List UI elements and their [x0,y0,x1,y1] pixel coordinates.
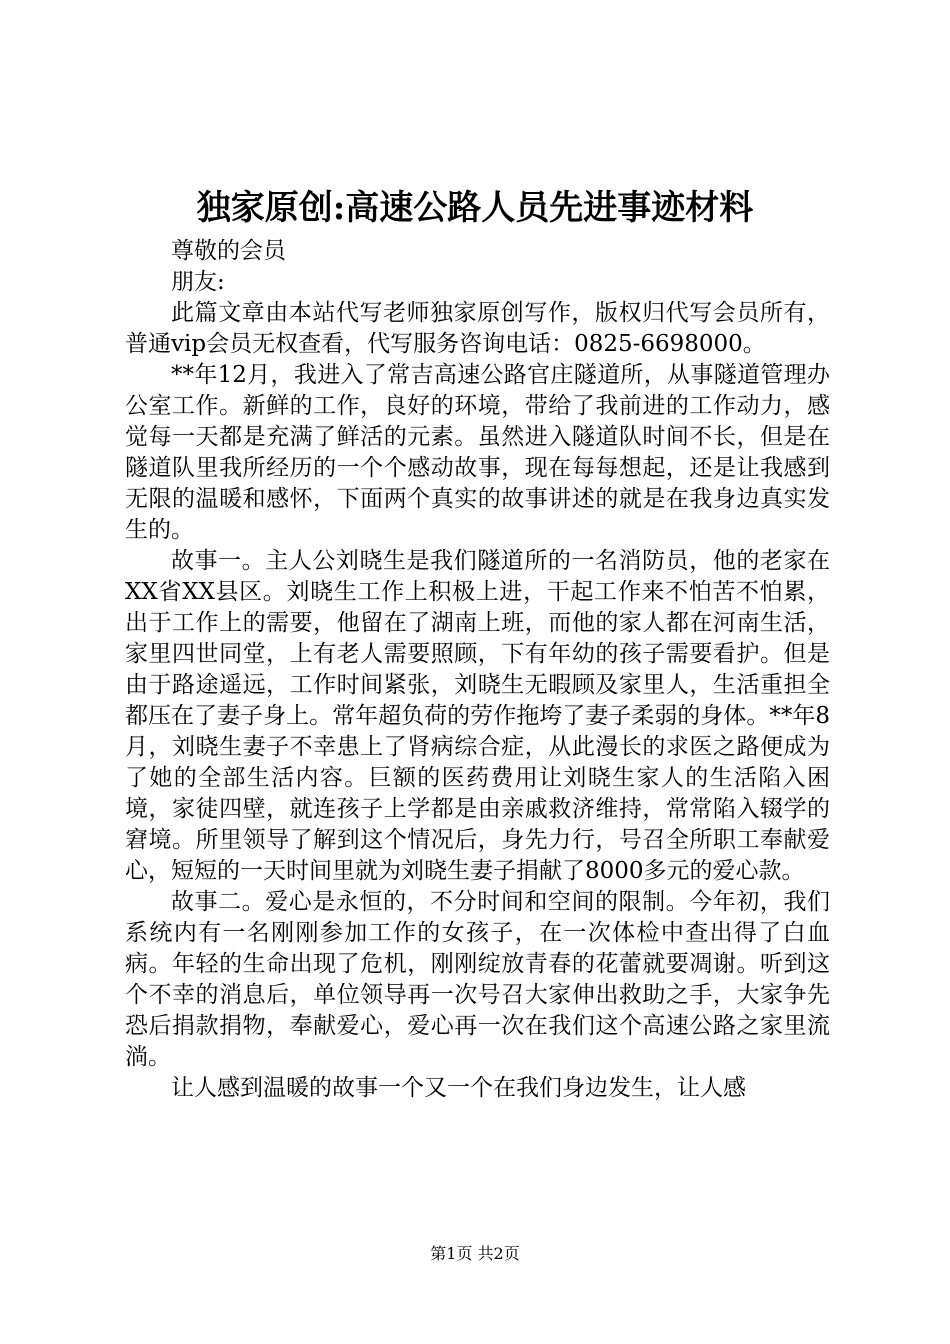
document-body [125,236,830,1104]
greeting-line: 尊敬的会员 [171,238,286,264]
greeting-line: 朋友: [171,269,225,295]
page-number: 第1页 共2页 [430,1244,520,1263]
paragraph: 此篇文章由本站代写老师独家原创写作，版权归代写会员所有，普通vip会员无权查看，代写服务咨询电话：0825-6698000。 [125,300,830,357]
paragraph: 故事一。主人公刘晓生是我们隧道所的一名消防员，他的老家在XX省XX县区。刘晓生工作上积极上进，干起工作来不怕苦不怕累，出于工作上的需要，他留在了湖南上班，而他的家人都在河南生活，家里四世同堂，上有老人需要照顾，下有年幼的孩子需要看护。但是由于路途遥远，工作时间紧张，刘晓生无暇顾及家里人，生活重担全都压在了妻子身上。常年超负荷的劳作拖垮了妻子柔弱的身体。**年8月，刘晓生妻子不幸患上了肾病综合症，从此漫长的求医之路便成为了她的全部生活内容。巨额的医药费用让刘晓生家人的生活陷入困境，家徒四壁，就连孩子上学都是由亲戚救济维持，常常陷入辍学的窘境。所里领导了解到这个情况后，身先力行，号召全所职工奉献爱心，短短的一天时间里就为刘晓生妻子捐献了8000多元的爱心款。 [125,548,830,884]
paragraph: **年12月，我进入了常吉高速公路官庄隧道所，从事隧道管理办公室工作。新鲜的工作，良好的环境，带给了我前进的工作动力，感觉每一天都是充满了鲜活的元素。虽然进入隧道队时间不长，但是在隧道队里我所经历的一个个感动故事，现在每每想起，还是让我感到无限的温暖和感怀，下面两个真实的故事讲述的就是在我身边真实发生的。 [125,362,830,543]
document-title: 独家原创:高速公路人员先进事迹材料 [196,188,754,228]
paragraph: 让人感到温暖的故事一个又一个在我们身边发生，让人感 [171,1075,746,1101]
paragraph: 故事二。爱心是永恒的，不分时间和空间的限制。今年初，我们系统内有一名刚刚参加工作的女孩子，在一次体检中查出得了白血病。年轻的生命出现了危机，刚刚绽放青春的花蕾就要凋谢。听到这个不幸的消息后，单位领导再一次号召大家伸出救助之手，大家争先恐后捐款捐物，奉献爱心，爱心再一次在我们这个高速公路之家里流淌。 [125,889,830,1070]
